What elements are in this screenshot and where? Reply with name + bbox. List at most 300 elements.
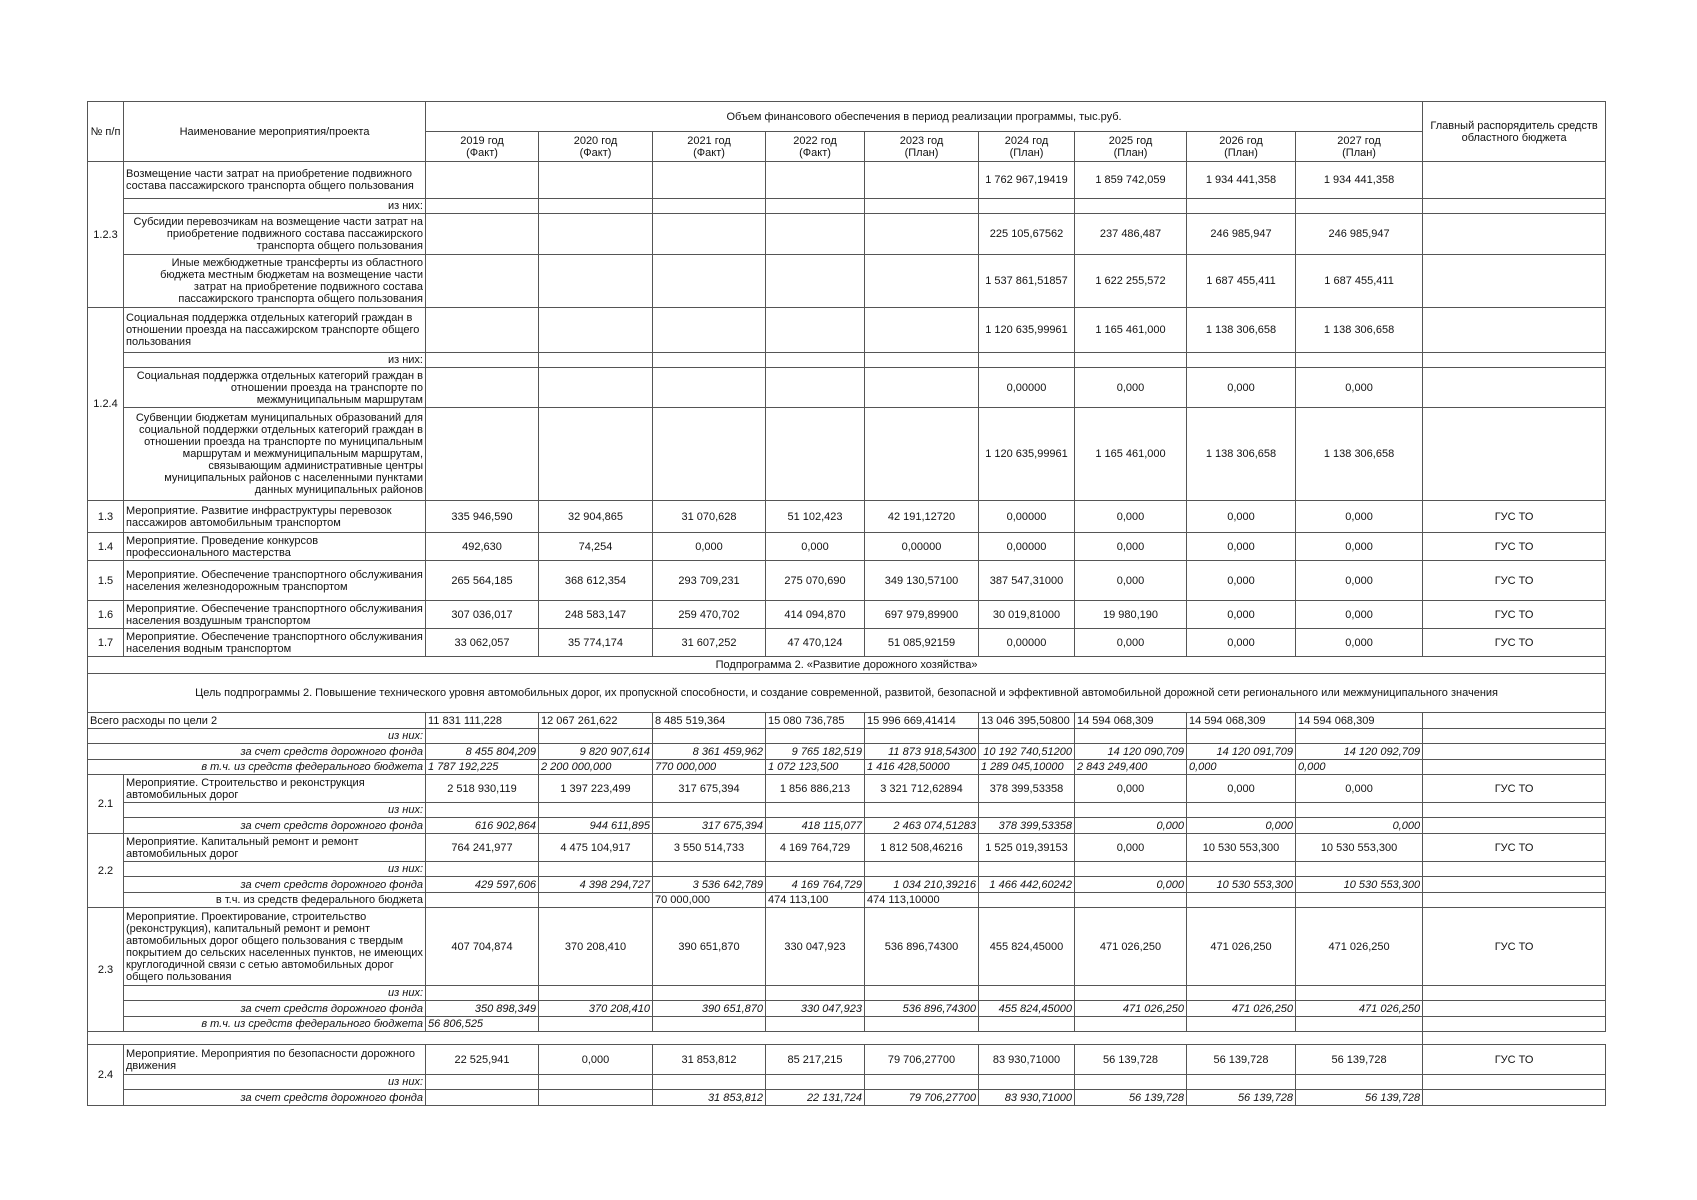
value-cell [1075,199,1187,214]
value-cell: 0,00000 [979,533,1075,561]
value-cell: 474 113,10000 [865,893,979,908]
value-cell [1187,729,1296,744]
value-cell [426,308,539,353]
header-name: Наименование мероприятия/проекта [124,102,426,162]
value-cell [1296,1017,1423,1032]
header-year [1075,132,1187,162]
value-cell [539,214,653,255]
item-name: Субсидии перевозчикам на возмещение части затрат на приобретение подвижного состава пассажирского транспорта общего пользования [124,214,426,255]
value-cell: 70 000,000 [653,893,766,908]
section-banner: Подпрограмма 2. «Развитие дорожного хозяйства» [88,657,1606,674]
value-cell [653,368,766,408]
value-cell [979,199,1075,214]
value-cell [865,214,979,255]
value-cell: 85 217,215 [766,1045,865,1075]
value-cell: 4 169 764,729 [766,877,865,893]
value-cell: 536 896,74300 [865,908,979,986]
manager-cell: ГУС ТО [1423,834,1606,862]
value-cell: 8 455 804,209 [426,744,539,760]
value-cell: 0,000 [1296,501,1423,533]
value-cell [1187,353,1296,368]
value-cell: 0,000 [766,533,865,561]
header-year-kind: (План) [1342,146,1376,159]
item-name: Социальная поддержка отдельных категорий граждан в отношении проезда на пассажирском транспорте общего пользования [124,308,426,353]
value-cell [1296,803,1423,818]
value-cell: 12 067 261,622 [539,713,653,729]
value-cell: 3 536 642,789 [653,877,766,893]
value-cell [653,729,766,744]
table-row [88,818,1606,834]
value-cell: 14 594 068,309 [1296,713,1423,729]
table-row [88,1045,1606,1075]
value-cell: 0,000 [1187,775,1296,803]
table-row [88,629,1606,657]
value-cell: 1 687 455,411 [1187,255,1296,308]
value-cell: 1 859 742,059 [1075,162,1187,199]
value-cell: 1 525 019,39153 [979,834,1075,862]
value-cell: 1 787 192,225 [426,760,539,775]
value-cell [865,353,979,368]
value-cell: 0,000 [1075,877,1187,893]
value-cell: 0,000 [1187,561,1296,601]
value-cell: 0,00000 [979,501,1075,533]
table-row [88,1090,1606,1106]
value-cell [426,199,539,214]
value-cell: 2 518 930,119 [426,775,539,803]
item-name: из них: [124,986,426,1001]
value-cell: 1 762 967,19419 [979,162,1075,199]
value-cell: 370 208,410 [539,908,653,986]
value-cell: 474 113,100 [766,893,865,908]
value-cell [865,862,979,877]
value-cell: 407 704,874 [426,908,539,986]
value-cell [865,729,979,744]
value-cell: 83 930,71000 [979,1045,1075,1075]
item-name: Иные межбюджетные трансферты из областного бюджета местным бюджетам на возмещение части затрат на приобретение подвижного состава пассажирского транспорта общего пользования [124,255,426,308]
value-cell: 237 486,487 [1075,214,1187,255]
value-cell: 390 651,870 [653,1001,766,1017]
value-cell: 248 583,147 [539,601,653,629]
row-number: 2.2 [88,834,124,908]
value-cell: 9 820 907,614 [539,744,653,760]
manager-cell [1423,255,1606,308]
header-year [979,132,1075,162]
item-name: за счет средств дорожного фонда [124,1001,426,1017]
item-name: Мероприятие. Проектирование, строительство (реконструкция), капитальный ремонт и ремонт автомобильных дорог общего пользования с твердым покрытием до сельских населенных пунктов, не имеющих круглогодичной связи с сетью автомобильных дорог общего пользования [124,908,426,986]
value-cell: 31 607,252 [653,629,766,657]
manager-cell [1423,877,1606,893]
value-cell: 31 853,812 [653,1045,766,1075]
row-number: 1.2.3 [88,162,124,308]
header-year-label: 2027 год [1337,134,1381,147]
value-cell [865,1075,979,1090]
value-cell [539,893,653,908]
item-name: за счет средств дорожного фонда [124,877,426,893]
manager-cell [1423,1075,1606,1090]
value-cell: 13 046 395,50800 [979,713,1075,729]
manager-cell [1423,893,1606,908]
table-row [88,1032,1606,1045]
header-year-kind: (Факт) [693,146,725,159]
value-cell: 56 139,728 [1296,1045,1423,1075]
value-cell [979,803,1075,818]
value-cell: 1 537 861,51857 [979,255,1075,308]
value-cell: 455 824,45000 [979,908,1075,986]
header-year-kind: (План) [1224,146,1258,159]
budget-table [87,101,1606,1106]
value-cell [979,353,1075,368]
value-cell: 4 475 104,917 [539,834,653,862]
value-cell [766,308,865,353]
value-cell [653,803,766,818]
value-cell: 0,000 [1296,601,1423,629]
value-cell: 14 120 091,709 [1187,744,1296,760]
value-cell [426,986,539,1001]
row-number: 1.7 [88,629,124,657]
table-row [88,214,1606,255]
header-year-label: 2024 год [1004,134,1049,147]
table-row [88,1075,1606,1090]
header-year [426,132,539,162]
value-cell [653,408,766,501]
value-cell: 0,000 [1187,818,1296,834]
value-cell [426,408,539,501]
value-cell: 225 105,67562 [979,214,1075,255]
value-cell: 0,000 [1187,601,1296,629]
value-cell: 764 241,977 [426,834,539,862]
value-cell: 378 399,53358 [979,775,1075,803]
value-cell: 2 843 249,400 [1075,760,1187,775]
manager-cell: ГУС ТО [1423,561,1606,601]
value-cell: 31 070,628 [653,501,766,533]
table-row [88,862,1606,877]
value-cell [766,1075,865,1090]
value-cell: 1 138 306,658 [1296,408,1423,501]
table-row [88,908,1606,986]
table-row [88,744,1606,760]
value-cell: 0,000 [1075,629,1187,657]
item-name: за счет средств дорожного фонда [124,818,426,834]
manager-cell [1423,1001,1606,1017]
manager-cell [1423,353,1606,368]
value-cell [539,308,653,353]
item-name: Мероприятие. Обеспечение транспортного обслуживания населения водным транспортом [124,629,426,657]
value-cell [1296,862,1423,877]
value-cell [1296,729,1423,744]
value-cell: 1 812 508,46216 [865,834,979,862]
value-cell [539,1075,653,1090]
value-cell: 47 470,124 [766,629,865,657]
value-cell: 330 047,923 [766,908,865,986]
value-cell: 0,000 [1187,760,1296,775]
table-row [88,368,1606,408]
value-cell: 414 094,870 [766,601,865,629]
manager-cell [1423,729,1606,744]
value-cell [426,353,539,368]
value-cell: 1 120 635,99961 [979,308,1075,353]
value-cell: 56 139,728 [1296,1090,1423,1106]
manager-cell [1423,760,1606,775]
value-cell: 10 530 553,300 [1296,877,1423,893]
table-row [88,199,1606,214]
value-cell: 8 361 459,962 [653,744,766,760]
value-cell [653,255,766,308]
value-cell: 10 530 553,300 [1296,834,1423,862]
blank-row [88,1032,1423,1045]
value-cell [426,214,539,255]
table-row [88,501,1606,533]
value-cell [865,255,979,308]
value-cell: 390 651,870 [653,908,766,986]
value-cell [539,1017,653,1032]
value-cell [653,214,766,255]
header-year-label: 2023 год [899,134,944,147]
value-cell: 9 765 182,519 [766,744,865,760]
value-cell [539,368,653,408]
manager-cell: ГУС ТО [1423,775,1606,803]
item-name: в т.ч. из средств федерального бюджета [124,893,426,908]
value-cell: 0,000 [1296,533,1423,561]
header-year-label: 2026 год [1219,134,1263,147]
value-cell: 1 466 442,60242 [979,877,1075,893]
value-cell [539,729,653,744]
value-cell: 56 139,728 [1075,1090,1187,1106]
value-cell: 349 130,57100 [865,561,979,601]
value-cell [1296,353,1423,368]
value-cell: 317 675,394 [653,775,766,803]
value-cell: 3 321 712,62894 [865,775,979,803]
value-cell: 0,000 [1075,818,1187,834]
value-cell: 33 062,057 [426,629,539,657]
value-cell: 0,000 [1187,629,1296,657]
value-cell [539,986,653,1001]
value-cell: 1 138 306,658 [1187,408,1296,501]
value-cell: 246 985,947 [1296,214,1423,255]
value-cell: 1 934 441,358 [1187,162,1296,199]
value-cell: 1 934 441,358 [1296,162,1423,199]
value-cell: 0,00000 [979,368,1075,408]
row-number: 1.6 [88,601,124,629]
value-cell: 1 072 123,500 [766,760,865,775]
value-cell: 370 208,410 [539,1001,653,1017]
row-number: 1.2.4 [88,308,124,501]
value-cell: 0,000 [1187,501,1296,533]
value-cell [426,1090,539,1106]
value-cell: 10 192 740,51200 [979,744,1075,760]
item-name: Мероприятие. Капитальный ремонт и ремонт автомобильных дорог [124,834,426,862]
value-cell [426,368,539,408]
header-year [539,132,653,162]
value-cell [539,408,653,501]
value-cell: 0,000 [1075,533,1187,561]
value-cell [1187,199,1296,214]
value-cell: 2 463 074,51283 [865,818,979,834]
value-cell: 697 979,89900 [865,601,979,629]
value-cell [426,893,539,908]
value-cell: 1 034 210,39216 [865,877,979,893]
value-cell: 492,630 [426,533,539,561]
table-row [88,601,1606,629]
value-cell: 471 026,250 [1075,908,1187,986]
value-cell: 14 120 090,709 [1075,744,1187,760]
item-name: Возмещение части затрат на приобретение подвижного состава пассажирского транспорта общего пользования [124,162,426,199]
value-cell: 51 085,92159 [865,629,979,657]
table-row [88,561,1606,601]
header-number: № п/п [88,102,124,162]
table-row [88,1017,1606,1032]
value-cell [539,353,653,368]
value-cell: 0,000 [1075,834,1187,862]
header-year [653,132,766,162]
manager-cell [1423,408,1606,501]
value-cell [979,1017,1075,1032]
value-cell: 307 036,017 [426,601,539,629]
item-name: из них: [124,803,426,818]
value-cell [1075,862,1187,877]
header-year-label: 2025 год [1108,134,1153,147]
value-cell [1075,729,1187,744]
manager-cell: ГУС ТО [1423,601,1606,629]
value-cell [979,893,1075,908]
value-cell [766,729,865,744]
item-name: Социальная поддержка отдельных категорий граждан в отношении проезда на транспорте по межмуниципальным маршрутам [124,368,426,408]
table-row [88,893,1606,908]
value-cell [539,1090,653,1106]
header-funding: Объем финансового обеспечения в период реализации программы, тыс.руб. [426,102,1423,132]
value-cell: 368 612,354 [539,561,653,601]
value-cell: 0,000 [539,1045,653,1075]
value-cell [766,214,865,255]
item-name: Мероприятие. Обеспечение транспортного обслуживания населения железнодорожным транспортом [124,561,426,601]
value-cell [865,162,979,199]
header-year [766,132,865,162]
item-name: за счет средств дорожного фонда [124,1090,426,1106]
manager-cell [1423,162,1606,199]
value-cell: 0,000 [1075,561,1187,601]
header-year-label: 2020 год [573,134,618,147]
value-cell [1296,1075,1423,1090]
value-cell [539,803,653,818]
value-cell: 330 047,923 [766,1001,865,1017]
value-cell: 32 904,865 [539,501,653,533]
value-cell [766,803,865,818]
value-cell [426,729,539,744]
value-cell [1296,199,1423,214]
item-name: Мероприятие. Развитие инфраструктуры перевозок пассажиров автомобильным транспортом [124,501,426,533]
value-cell [1075,1075,1187,1090]
value-cell: 31 853,812 [653,1090,766,1106]
value-cell: 0,00000 [979,629,1075,657]
row-number: 1.5 [88,561,124,601]
value-cell [766,862,865,877]
header-year [1296,132,1423,162]
manager-cell: ГУС ТО [1423,533,1606,561]
table-row [88,1001,1606,1017]
value-cell: 1 138 306,658 [1187,308,1296,353]
header-year-kind: (Факт) [466,146,498,159]
manager-cell [1423,1017,1606,1032]
value-cell: 1 687 455,411 [1296,255,1423,308]
table-row [88,408,1606,501]
value-cell [865,986,979,1001]
header-year-label: 2022 год [793,134,837,147]
manager-cell: ГУС ТО [1423,1045,1606,1075]
value-cell [865,368,979,408]
table-row [88,760,1606,775]
item-name: из них: [124,353,426,368]
value-cell [1187,862,1296,877]
table-row [88,674,1606,713]
table-row [88,729,1606,744]
manager-cell: ГУС ТО [1423,629,1606,657]
value-cell [766,986,865,1001]
item-name: из них: [124,862,426,877]
value-cell: 0,000 [1187,533,1296,561]
value-cell [1296,986,1423,1001]
item-name: Мероприятие. Проведение конкурсов профессионального мастерства [124,533,426,561]
value-cell: 56 806,525 [426,1017,539,1032]
value-cell: 0,000 [1296,775,1423,803]
manager-cell [1423,713,1606,729]
value-cell: 2 200 000,000 [539,760,653,775]
value-cell: 1 120 635,99961 [979,408,1075,501]
value-cell: 246 985,947 [1187,214,1296,255]
value-cell: 0,000 [1296,760,1423,775]
value-cell [426,862,539,877]
manager-cell [1423,308,1606,353]
row-number: 2.4 [88,1045,124,1106]
value-cell: 0,00000 [865,533,979,561]
value-cell [653,1017,766,1032]
total-label: из них: [88,729,426,744]
table-row [88,877,1606,893]
value-cell: 8 485 519,364 [653,713,766,729]
value-cell: 14 594 068,309 [1075,713,1187,729]
table-row [88,834,1606,862]
value-cell: 770 000,000 [653,760,766,775]
table-row [88,986,1606,1001]
value-cell [979,729,1075,744]
table-row [88,353,1606,368]
value-cell: 536 896,74300 [865,1001,979,1017]
value-cell: 51 102,423 [766,501,865,533]
value-cell [653,199,766,214]
value-cell [1075,986,1187,1001]
value-cell: 944 611,895 [539,818,653,834]
value-cell: 4 169 764,729 [766,834,865,862]
value-cell: 418 115,077 [766,818,865,834]
header-year-kind: (План) [904,146,939,159]
total-label: в т.ч. из средств федерального бюджета [88,760,426,775]
item-name: в т.ч. из средств федерального бюджета [124,1017,426,1032]
header-year-label: 2021 год [687,134,731,147]
item-name: Субвенции бюджетам муниципальных образований для социальной поддержки отдельных категорий граждан в отношении проезда на транспорте по муниципальным маршрутам и межмуниципальным маршрутам, связывающим административные центры муниципальных районов с населенными пунктами данных муниципальных районов [124,408,426,501]
value-cell [766,199,865,214]
item-name: Мероприятие. Мероприятия по безопасности дорожного движения [124,1045,426,1075]
header-year [865,132,979,162]
value-cell: 56 139,728 [1187,1090,1296,1106]
value-cell: 15 080 736,785 [766,713,865,729]
value-cell: 471 026,250 [1187,1001,1296,1017]
row-number: 2.3 [88,908,124,1032]
value-cell: 0,000 [1187,368,1296,408]
value-cell: 1 397 223,499 [539,775,653,803]
value-cell: 3 550 514,733 [653,834,766,862]
value-cell: 378 399,53358 [979,818,1075,834]
value-cell: 275 070,690 [766,561,865,601]
value-cell [979,986,1075,1001]
value-cell: 471 026,250 [1187,908,1296,986]
